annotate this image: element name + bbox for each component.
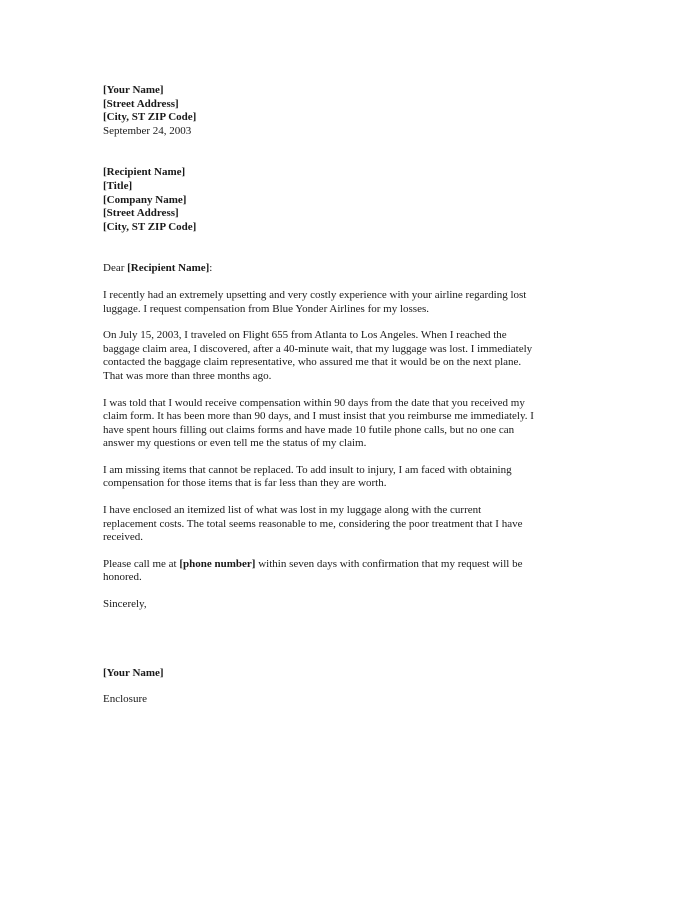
salutation [103,262,603,276]
paragraph-line: received. [103,531,143,544]
paragraph-line: replacement costs. The total seems reasonable to me, considering the poor treatment that I have [103,517,523,530]
sender-street: [Street Address] [103,97,179,110]
paragraph-1 [103,289,603,316]
paragraph-line: I was told that I would receive compensation within 90 days from the date that you received my [103,396,525,409]
paragraph-line: That was more than three months ago. [103,369,272,382]
recipient-street: [Street Address] [103,207,179,220]
letter-date: September 24, 2003 [103,124,192,137]
recipient-title: [Title] [103,179,133,192]
paragraph-3 [103,397,603,451]
salutation-name: [Recipient Name] [127,262,210,275]
paragraph-5 [103,504,603,545]
paragraph-2 [103,329,603,383]
paragraph-line: I recently had an extremely upsetting and very costly experience with your airline regarding lost [103,288,527,301]
signature-name: [Your Name] [103,666,164,679]
paragraph-line: I have enclosed an itemized list of what was lost in my luggage along with the current [103,504,482,517]
paragraph-line: honored. [103,571,142,584]
phone-number-placeholder: [phone number] [179,557,256,570]
paragraph-line: claim form. It has been more than 90 days, and I must insist that you reimburse me immediately. I [103,410,534,423]
salutation-prefix: Dear [103,262,128,275]
letter-body [103,84,603,707]
enclosure-note [103,693,603,707]
signature-block [103,667,603,681]
enclosure-text: Enclosure [103,693,147,706]
paragraph-line: I am missing items that cannot be replaced. To add insult to injury, I am faced with obtaining [103,463,512,476]
sender-city: [City, ST ZIP Code] [103,111,197,124]
sender-name: [Your Name] [103,84,164,96]
paragraph-6 [103,558,603,585]
paragraph-line: have spent hours filling out claims forms and have made 10 futile phone calls, but no one can [103,423,515,436]
salutation-suffix: : [209,262,213,275]
recipient-name: [Recipient Name] [103,166,186,179]
paragraph-line: Please call me at [103,557,180,570]
paragraph-line: luggage. I request compensation from Blue Yonder Airlines for my losses. [103,302,429,315]
closing-text: Sincerely, [103,598,147,611]
closing [103,598,603,612]
paragraph-line: compensation for those items that is far less than they are worth. [103,477,387,490]
sender-block [103,84,603,138]
paragraph-line: within seven days with confirmation that my request will be [255,557,523,570]
paragraph-4 [103,464,603,491]
recipient-city: [City, ST ZIP Code] [103,220,197,233]
recipient-company: [Company Name] [103,193,187,206]
paragraph-line: contacted the baggage claim representative, who assured me that it would be on the next plane. [103,356,522,369]
paragraph-line: baggage claim area, I discovered, after a 40-minute wait, that my luggage was lost. I immediately [103,342,533,355]
paragraph-line: answer my questions or even tell me the status of my claim. [103,437,367,450]
recipient-block [103,166,603,234]
paragraph-line: On July 15, 2003, I traveled on Flight 655 from Atlanta to Los Angeles. When I reached the [103,329,507,342]
